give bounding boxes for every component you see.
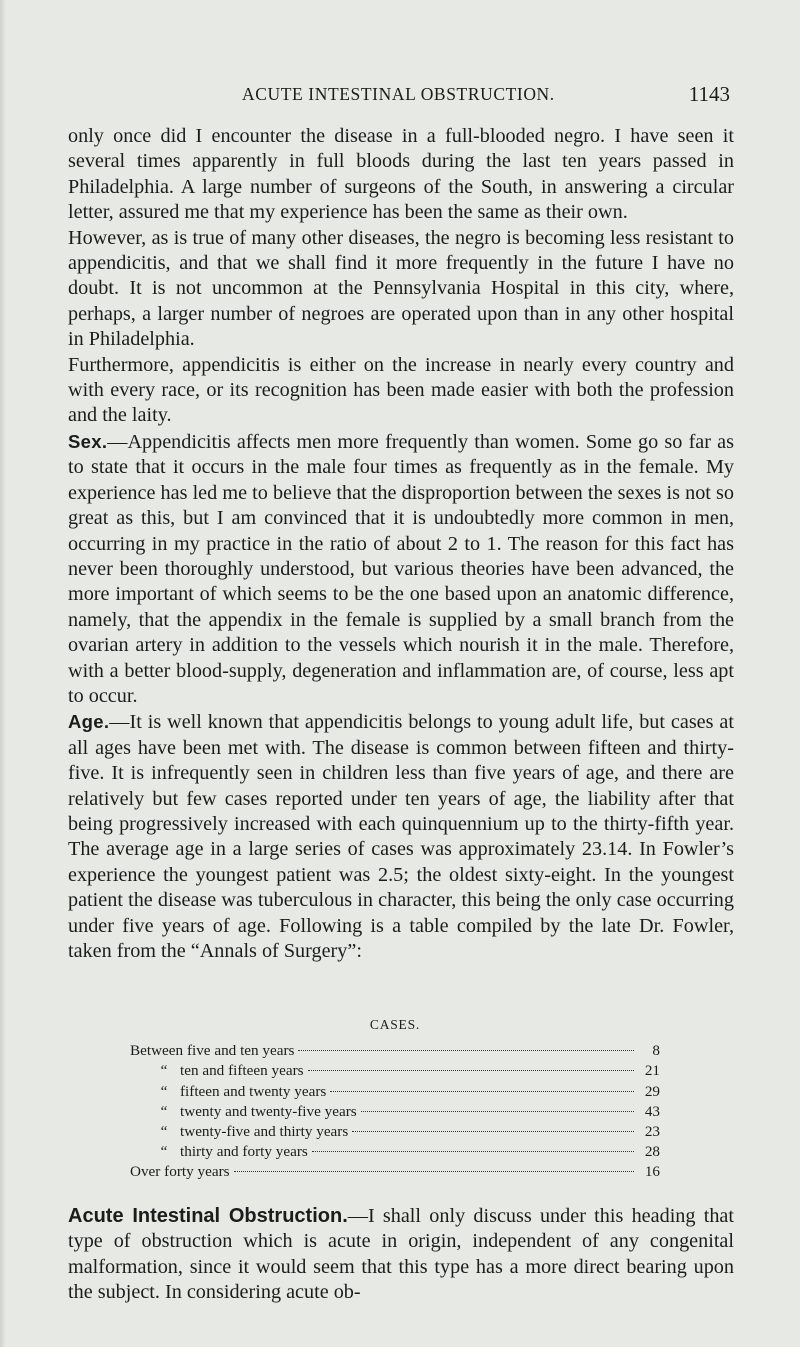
row-prefix: Between — [130, 1042, 184, 1060]
ditto-mark: “ — [160, 1062, 168, 1080]
heading-age: Age. — [68, 711, 110, 733]
paragraph-increase: Furthermore, appendicitis is either on the increase in nearly every country and with every race, or its recognition has been made easier with both the profession and the laity. — [68, 353, 734, 427]
row-prefix: Over — [130, 1163, 161, 1181]
body-text-continued — [68, 1204, 734, 1306]
row-label: twenty and twenty-five years — [180, 1102, 357, 1120]
row-label: thirty and forty years — [180, 1143, 308, 1161]
ditto-mark: “ — [160, 1143, 168, 1161]
age-body: —It is well known that appendicitis belongs to young adult life, but cases at all ages have been met with. The disease is common between fifteen and thirty-five. It is infrequently seen in children less than five years of age, and there are relatively but few cases reported under ten years of age, the liability after that being progressively increased with each quinquennium up to the thirty-fifth year. The average age in a large series of cases was approximately 23.14. In Fowler’s experience the youngest patient was 2.5; the oldest sixty-eight. In the youngest patient the disease was tuberculous in character, this being the only case occurring under five years of age. Following is a table compiled by the late Dr. Fowler, taken from the “Annals of Surgery”: — [68, 711, 734, 962]
table-row — [130, 1041, 660, 1061]
page-number: 1143 — [688, 82, 730, 106]
scan-edge-shadow — [0, 0, 6, 1347]
table-row — [130, 1102, 660, 1122]
dot-leader — [308, 1070, 634, 1071]
paragraph-resistance: However, as is true of many other diseases, the negro is becoming less resistant to appendicitis, and that we shall find it more frequently in the future I have no doubt. It is not uncommon at the Pennsylvania Hospital in this city, where, perhaps, a larger number of negroes are operated upon than in any other hospital in Philadelphia. — [68, 226, 734, 351]
paragraph-age — [68, 709, 734, 964]
dot-leader — [298, 1050, 634, 1051]
table-row — [130, 1162, 660, 1182]
dot-leader — [352, 1131, 634, 1132]
heading-sex: Sex. — [68, 430, 108, 452]
dot-leader — [234, 1171, 634, 1172]
paragraph-sex — [68, 429, 734, 709]
heading-acute-intestinal-obstruction: Acute Intestinal Obstruction. — [68, 1205, 348, 1227]
row-value: 16 — [644, 1163, 660, 1181]
row-value: 28 — [644, 1143, 660, 1161]
row-label: five and ten years — [186, 1042, 295, 1060]
running-head — [68, 84, 730, 114]
row-label: fifteen and twenty years — [180, 1082, 327, 1100]
table-row — [130, 1082, 660, 1102]
row-label: ten and fifteen years — [180, 1062, 304, 1080]
age-cases-table — [130, 1015, 660, 1183]
row-label: twenty-five and thirty years — [180, 1123, 349, 1141]
sex-body: —Appendicitis affects men more frequently than women. Some go so far as to state that it occurs in the male four times as frequently as in the female. My experience has led me to believe that the disproportion between the sexes is not so great as this, but I am convinced that it is undoubtedly more common in men, occurring in my practice in the ratio of about 2 to 1. The reason for this fact has never been thoroughly understood, but various theories have been advanced, the more important of which seems to be the one based upon an anatomic difference, namely, that the appendix in the female is supplied by a small branch from the ovarian artery in addition to the vessels which nourish it in the male. Therefore, with a better blood-supply, degeneration and inflammation are, of course, less apt to occur. — [68, 430, 734, 707]
table-caption: CASES. — [369, 1017, 421, 1032]
table-row — [130, 1142, 660, 1162]
dot-leader — [330, 1091, 634, 1092]
row-value: 21 — [644, 1062, 660, 1080]
ditto-mark: “ — [160, 1123, 168, 1141]
running-title: ACUTE INTESTINAL OBSTRUCTION. — [242, 84, 555, 104]
paragraph-obstruction — [68, 1204, 734, 1306]
table-row — [130, 1061, 660, 1081]
ditto-mark: “ — [160, 1082, 168, 1100]
table-row — [130, 1122, 660, 1142]
obstruction-body: —I shall only discuss under this heading that type of obstruction which is acute in origin, independent of any congenital malformation, since it would seem that this type has a more direct bearing upon the subject. In considering acute ob- — [68, 1205, 734, 1304]
row-value: 8 — [652, 1042, 660, 1060]
row-label: forty years — [164, 1163, 230, 1181]
paragraph-negro-experience: only once did I encounter the disease in a full-blooded negro. I have seen it several times apparently in full bloods during the last ten years passed in Philadelphia. A large number of surgeons of the South, in answering a circular letter, assured me that my experience has been the same as their own. — [68, 125, 734, 224]
body-text — [68, 124, 734, 964]
row-value: 29 — [644, 1082, 660, 1100]
row-value: 43 — [644, 1102, 660, 1120]
dot-leader — [312, 1151, 634, 1152]
ditto-mark: “ — [160, 1102, 168, 1120]
row-value: 23 — [644, 1123, 660, 1141]
dot-leader — [361, 1111, 634, 1112]
